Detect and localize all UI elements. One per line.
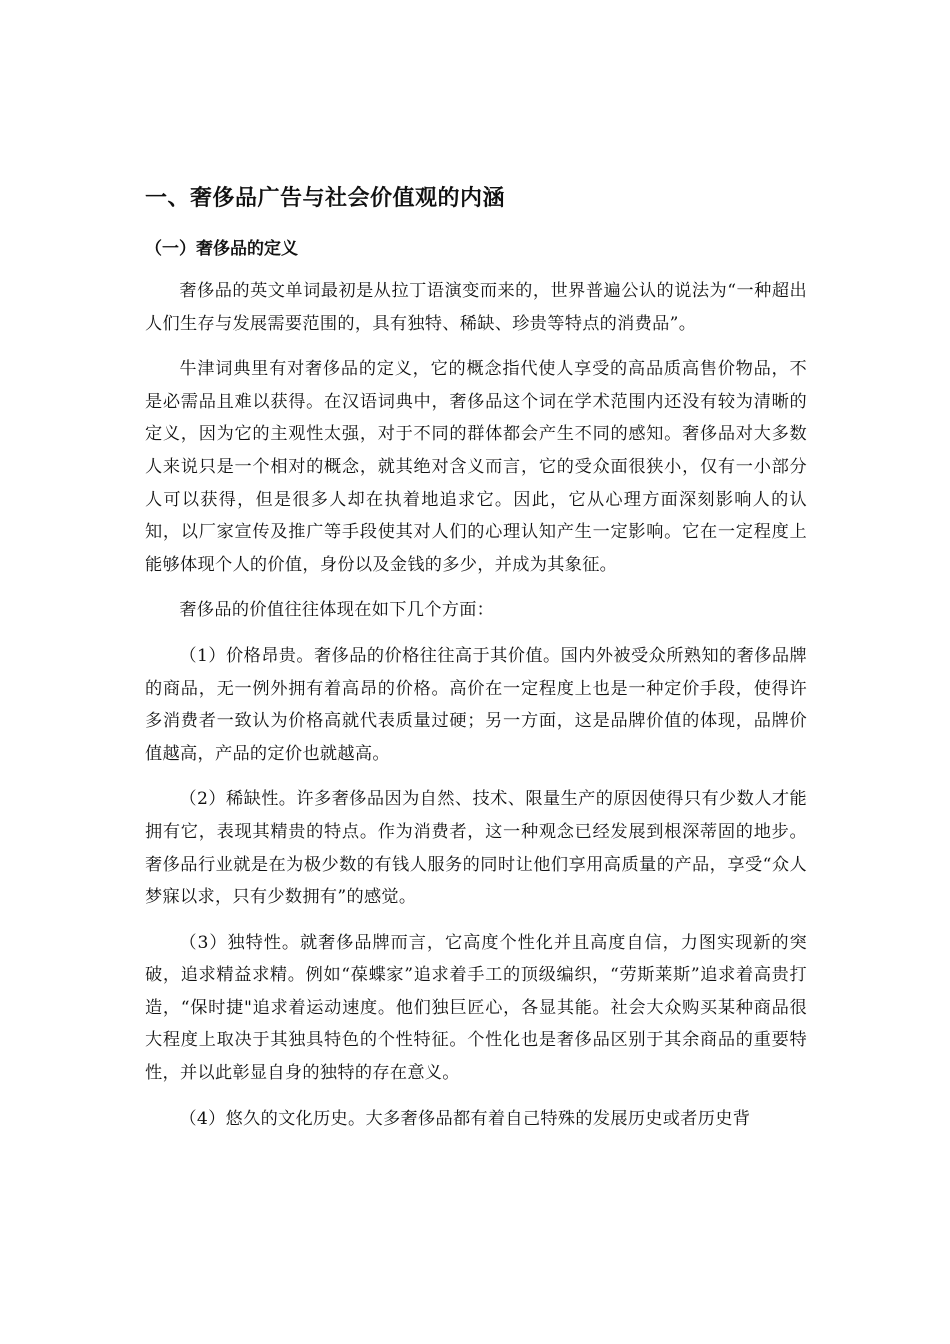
document-body (145, 183, 807, 1148)
paragraph-oxford: 牛津词典里有对奢侈品的定义，它的概念指代使人享受的高品质高售价物品，不是必需品且难以获得。在汉语词典中，奢侈品这个词在学术范围内还没有较为清晰的定义，因为它的主观性太强，对于不同的群体都会产生不同的感知。奢侈品对大多数人来说只是一个相对的概念，就其绝对含义而言，它的受众面很狭小，仅有一小部分人可以获得，但是很多人却在执着地追求它。因此，它从心理方面深刻影响人的认知，以厂家宣传及推广等手段使其对人们的心理认知产生一定影响。它在一定程度上能够体现个人的价值，身份以及金钱的多少，并成为其象征。 (145, 359, 807, 575)
paragraph-price: （1）价格昂贵。奢侈品的价格往往高于其价值。国内外被受众所熟知的奢侈品牌的商品，无一例外拥有着高昂的价格。高价在一定程度上也是一种定价手段，使得许多消费者一致认为价格高就代表质量过硬；另一方面，这是品牌价值的体现，品牌价值越高，产品的定价也就越高。 (145, 645, 807, 764)
section-heading: 一、奢侈品广告与社会价值观的内涵 (145, 186, 506, 211)
paragraph-scarcity: （2）稀缺性。许多奢侈品因为自然、技术、限量生产的原因使得只有少数人才能拥有它，表现其精贵的特点。作为消费者，这一种观念已经发展到根深蒂固的地步。奢侈品行业就是在为极少数的有钱人服务的同时让他们享用高质量的产品，享受“众人梦寐以求，只有少数拥有”的感觉。 (145, 789, 807, 908)
paragraph-definition: 奢侈品的英文单词最初是从拉丁语演变而来的，世界普遍公认的说法为“一种超出人们生存与发展需要范围的，具有独特、稀缺、珍贵等特点的消费品”。 (145, 281, 807, 334)
paragraph-uniqueness: （3）独特性。就奢侈品牌而言，它高度个性化并且高度自信，力图实现新的突破，追求精益求精。例如“葆蝶家”追求着手工的顶级编织，“劳斯莱斯”追求着高贵打造，“保时捷"追求着运动速度。他们独巨匠心，各显其能。社会大众购买某种商品很大程度上取决于其独具特色的个性特征。个性化也是奢侈品区别于其余商品的重要特性，并以此彰显自身的独特的存在意义。 (145, 932, 807, 1084)
paragraph-history: （4）悠久的文化历史。大多奢侈品都有着自己特殊的发展历史或者历史背 (179, 1108, 751, 1129)
paragraph-value-intro: 奢侈品的价值往往体现在如下几个方面： (179, 600, 495, 621)
subsection-heading: （一）奢侈品的定义 (145, 239, 298, 259)
